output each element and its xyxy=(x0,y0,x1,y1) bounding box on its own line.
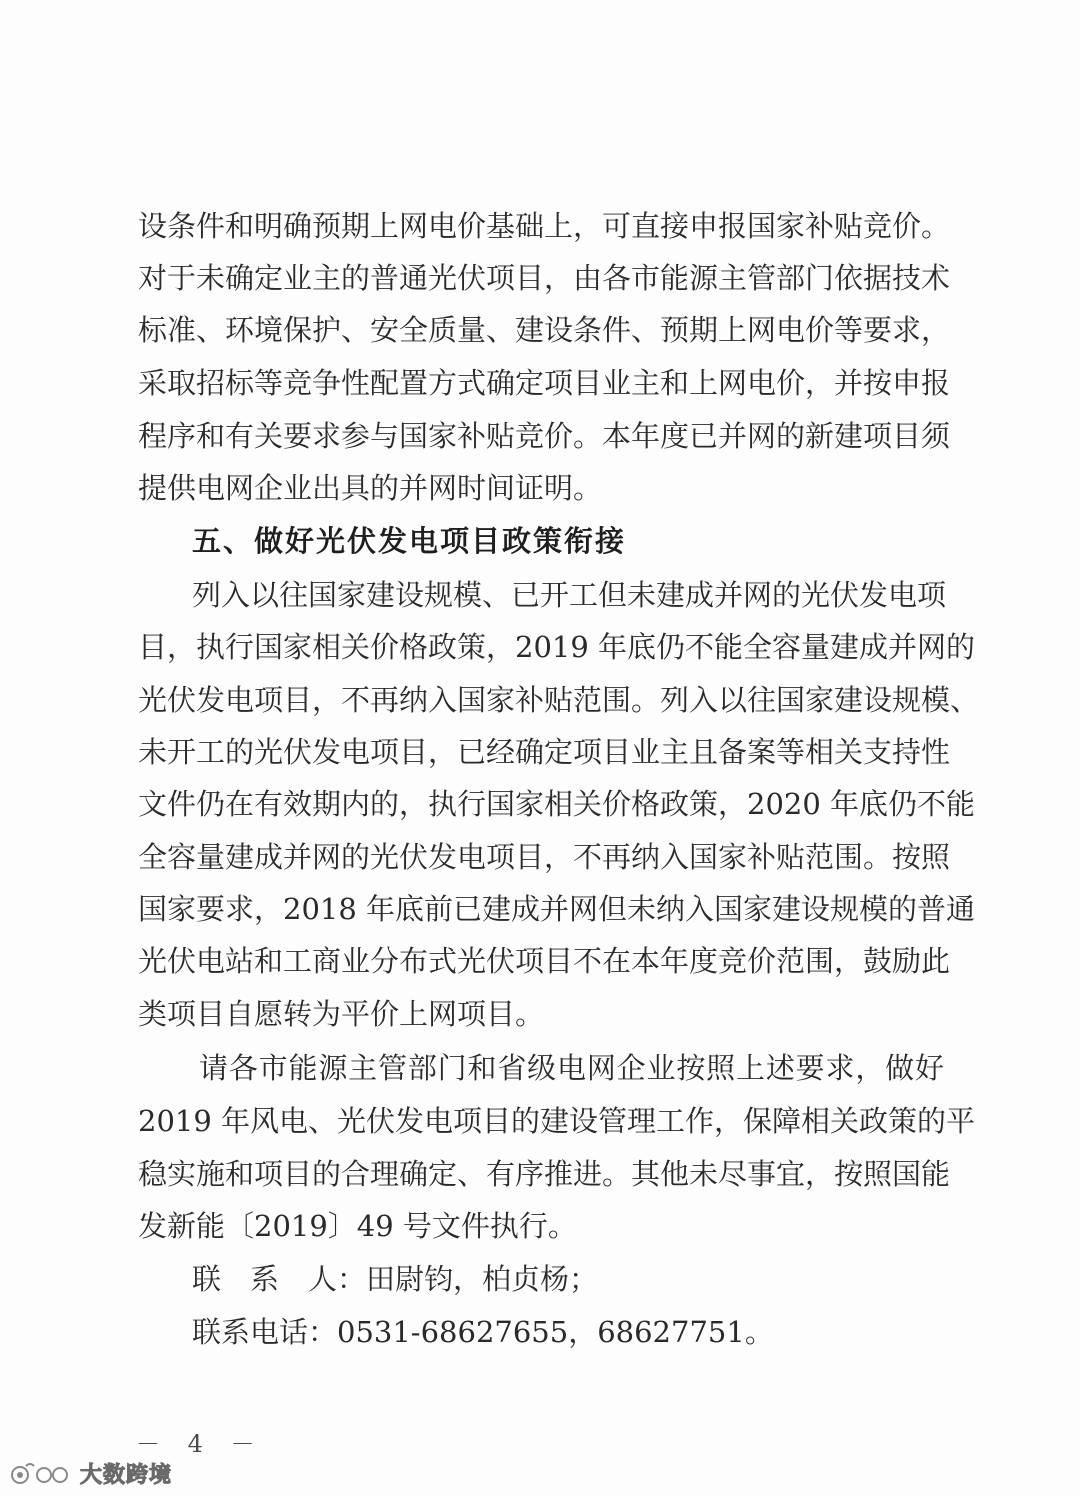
body-line: 标准、环境保护、安全质量、建设条件、预期上网电价等要求， xyxy=(138,313,951,347)
section-line: 全容量建成并网的光伏发电项目，不再纳入国家补贴范围。按照 xyxy=(138,840,951,874)
body-line: 程序和有关要求参与国家补贴竞价。本年度已并网的新建项目须 xyxy=(138,419,951,453)
section-line: 未开工的光伏发电项目，已经确定项目业主且备案等相关支持性 xyxy=(138,735,951,769)
closing-line: 稳实施和项目的合理确定、有序推进。其他未尽事宜，按照国能 xyxy=(138,1157,951,1191)
section-line: 列入以往国家建设规模、已开工但未建成并网的光伏发电项 xyxy=(192,578,947,612)
watermark-text: 大数跨境 xyxy=(80,1462,173,1488)
section-line: 文件仍在有效期内的，执行国家相关价格政策，2020 年底仍不能 xyxy=(138,787,976,821)
contact-person: 联 系 人：田尉钧，柏贞杨； xyxy=(192,1262,599,1296)
contact-phone: 联系电话：0531-68627655，68627751。 xyxy=(192,1315,774,1349)
section-line: 类项目自愿转为平价上网项目。 xyxy=(138,997,545,1031)
closing-line: 2019 年风电、光伏发电项目的建设管理工作，保障相关政策的平 xyxy=(138,1104,976,1138)
closing-line: 请各市能源主管部门和省级电网企业按照上述要求，做好 xyxy=(199,1051,944,1085)
page-number: － 4 － xyxy=(136,1430,265,1458)
body-line: 设条件和明确预期上网电价基础上，可直接申报国家补贴竞价。 xyxy=(138,209,951,243)
closing-line: 发新能〔2019〕49 号文件执行。 xyxy=(138,1209,577,1243)
body-line: 提供电网企业出具的并网时间证明。 xyxy=(138,471,603,505)
section-line: 光伏发电项目，不再纳入国家补贴范围。列入以往国家建设规模、 xyxy=(138,683,980,717)
watermark xyxy=(10,1458,172,1488)
section-line: 光伏电站和工商业分布式光伏项目不在本年度竞价范围，鼓励此 xyxy=(138,944,951,978)
weibo-style-logo-icon xyxy=(10,1460,74,1486)
section-line: 国家要求，2018 年底前已建成并网但未纳入国家建设规模的普通 xyxy=(138,892,976,926)
body-line: 对于未确定业主的普通光伏项目，由各市能源主管部门依据技术 xyxy=(138,261,951,295)
section-heading: 五、做好光伏发电项目政策衔接 xyxy=(192,524,627,558)
body-line: 采取招标等竞争性配置方式确定项目业主和上网电价，并按申报 xyxy=(138,366,951,400)
section-line: 目，执行国家相关价格政策，2019 年底仍不能全容量建成并网的 xyxy=(138,630,976,664)
